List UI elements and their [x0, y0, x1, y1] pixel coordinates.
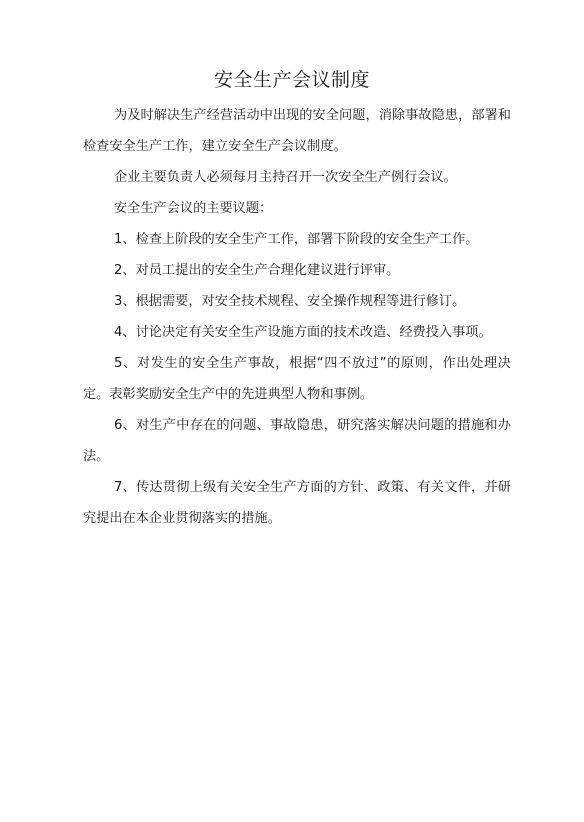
list-item-7: 7、传达贯彻上级有关安全生产方面的方针、政策、有关文件，并研究提出在本企业贯彻落实的措施。: [83, 480, 511, 526]
list-item-5: 5、对发生的安全生产事故，根据“四不放过”的原则，作出处理决定。表彰奖励安全生产中的先进典型人物和事例。: [83, 356, 511, 402]
paragraph-intro: 为及时解决生产经营活动中出现的安全问题，消除事故隐患，部署和检查安全生产工作，建立安全生产会议制度。: [83, 108, 511, 154]
list-item-3: 3、根据需要，对安全技术规程、安全操作规程等进行修订。: [114, 294, 466, 309]
list-item-1: 1、检查上阶段的安全生产工作，部署下阶段的安全生产工作。: [114, 232, 479, 247]
paragraph-topics-heading: 安全生产会议的主要议题：: [114, 201, 273, 216]
list-item-6: 6、对生产中存在的问题、事故隐患，研究落实解决问题的措施和办法。: [83, 418, 511, 464]
document-body: [83, 100, 511, 534]
list-item-2: 2、对员工提出的安全生产合理化建议进行评审。: [114, 263, 400, 278]
document-title: 安全生产会议制度: [213, 69, 370, 91]
paragraph-monthly-meeting: 企业主要负责人必须每月主持召开一次安全生产例行会议。: [114, 170, 457, 185]
list-item-4: 4、讨论决定有关安全生产设施方面的技术改造、经费投入事项。: [114, 325, 492, 340]
